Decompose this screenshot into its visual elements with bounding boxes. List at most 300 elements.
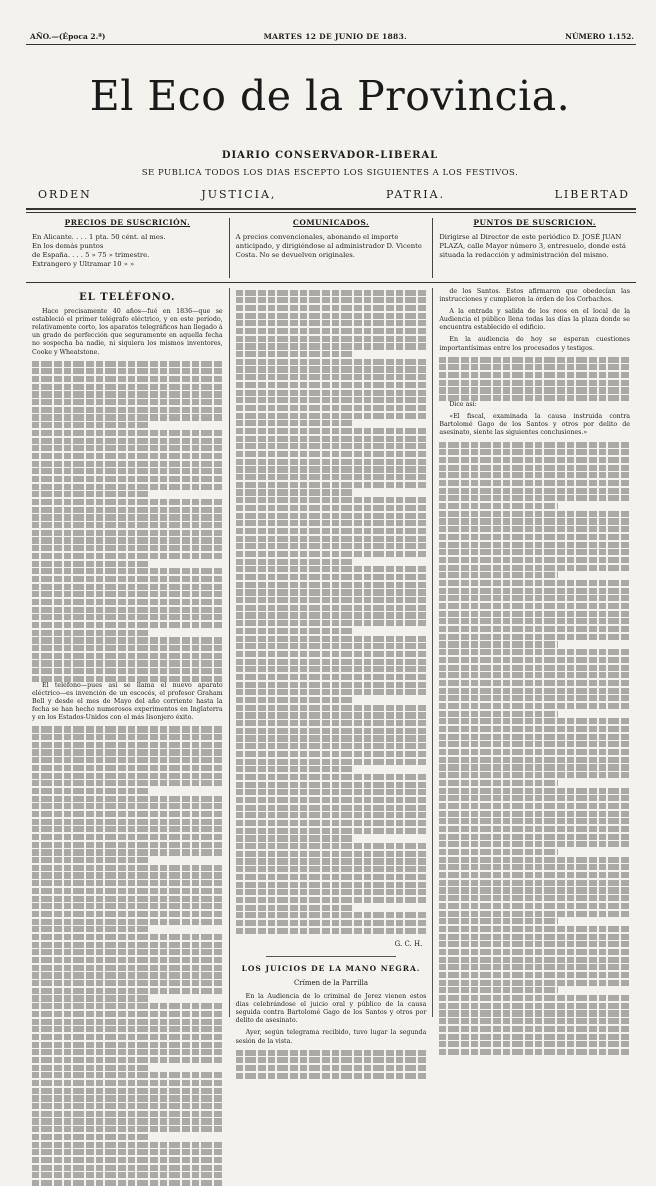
column-1	[26, 288, 229, 1017]
text-line	[439, 864, 630, 870]
text-line	[32, 522, 223, 528]
text-line	[32, 537, 223, 543]
text-line	[32, 430, 223, 436]
text-line	[32, 468, 223, 474]
text-line	[236, 305, 427, 311]
article-title: EL TELÉFONO.	[79, 292, 176, 303]
text-line	[32, 614, 223, 620]
illegible-text-block	[32, 361, 223, 682]
text-line	[32, 765, 223, 771]
text-line	[439, 741, 630, 747]
text-line	[236, 1050, 427, 1056]
text-line	[439, 972, 630, 978]
text-line	[439, 926, 630, 932]
text-line	[32, 880, 223, 886]
comunicados-box	[229, 218, 433, 278]
text-line	[236, 328, 427, 334]
text-line	[439, 442, 630, 448]
text-line	[439, 387, 630, 393]
text-line	[439, 457, 630, 463]
text-line	[32, 888, 223, 894]
text-line	[236, 751, 427, 757]
boxes-rule	[26, 282, 636, 283]
article-paragraph: En la Audiencia de lo criminal de Jerez vienen estos dias celebrándose el juicio oral y público de la causa seguida contra Bartolomé Gago de los Santos y otros por delito de asesinato.	[235, 993, 427, 1025]
illegible-text-block	[32, 726, 223, 1186]
text-line	[439, 557, 630, 563]
text-line	[236, 882, 427, 888]
text-line	[236, 582, 427, 588]
text-line	[32, 857, 150, 863]
issue-number: NÚMERO 1.152.	[565, 31, 634, 41]
text-line	[32, 1057, 223, 1063]
text-line	[439, 380, 630, 386]
masthead-rule	[26, 208, 636, 210]
text-line	[236, 420, 354, 426]
text-line	[236, 536, 427, 542]
text-line	[439, 364, 630, 370]
text-line	[439, 803, 630, 809]
text-line	[32, 1011, 223, 1017]
text-line	[32, 637, 223, 643]
text-line	[236, 497, 427, 503]
text-line	[439, 603, 630, 609]
text-line	[32, 622, 223, 628]
text-line	[32, 819, 223, 825]
text-line	[236, 874, 427, 880]
text-line	[236, 812, 427, 818]
text-line	[236, 336, 427, 342]
text-line	[236, 735, 427, 741]
article-title: LOS JUICIOS DE LA MANO NEGRA.	[241, 963, 421, 973]
text-line	[32, 1111, 223, 1117]
text-line	[236, 1057, 427, 1063]
article-paragraph: de los Santos. Estos afirmaron que obedecían las instrucciones y cumplieron la órden de los Corbachos.	[439, 288, 631, 304]
text-line	[236, 559, 354, 565]
article-paragraph: «El fiscal, examinada la causa instruida contra Bartolomé Gago de los Santos y otros por delito de asesinato, siente las siguientes conclusiones.»	[439, 413, 631, 437]
text-line	[32, 445, 223, 451]
illegible-text-block	[236, 1050, 427, 1079]
text-line	[236, 390, 427, 396]
top-rule	[26, 44, 636, 45]
text-line	[32, 653, 223, 659]
text-line	[32, 903, 223, 909]
masthead-subtitle: DIARIO CONSERVADOR-LIBERAL	[221, 150, 439, 161]
comunicados-title: COMUNICADOS.	[292, 218, 370, 227]
text-line	[236, 674, 427, 680]
text-line	[32, 514, 223, 520]
text-line	[236, 343, 427, 349]
text-line	[236, 782, 427, 788]
text-line	[439, 795, 630, 801]
text-line	[32, 1180, 223, 1186]
text-line	[439, 465, 630, 471]
text-line	[32, 1049, 223, 1055]
text-line	[32, 391, 223, 397]
article-paragraph: El teléfono—pues así se llama el nuevo aparato eléctrico—es invención de un escocés, el profesor Graham Bell y desde el mes de Mayo del año corriente hasta la fecha se han hecho numerosos experimentos en Inglaterra y en los Estados-Unidos con el más lisonjero éxito.	[32, 681, 223, 722]
prices-box	[26, 218, 229, 278]
text-line	[236, 912, 427, 918]
text-line	[236, 612, 427, 618]
text-line	[439, 757, 630, 763]
text-line	[236, 313, 427, 319]
issue-info-bar	[30, 30, 634, 42]
text-line	[32, 896, 223, 902]
illegible-text-block	[236, 290, 427, 934]
text-line	[439, 703, 630, 709]
text-line	[32, 872, 223, 878]
text-line	[439, 995, 630, 1001]
text-line	[32, 453, 223, 459]
text-line	[236, 451, 427, 457]
text-line	[236, 682, 427, 688]
text-line	[439, 957, 630, 963]
publication-schedule: SE PUBLICA TODOS LOS DIAS ESCEPTO LOS SIGUIENTES A LOS FESTIVOS.	[141, 168, 519, 178]
text-line	[236, 489, 354, 495]
text-line	[439, 449, 630, 455]
text-line	[236, 697, 354, 703]
text-line	[32, 834, 223, 840]
text-line	[236, 428, 427, 434]
text-line	[236, 643, 427, 649]
text-line	[236, 366, 427, 372]
text-line	[236, 574, 427, 580]
newspaper-page	[16, 22, 644, 1045]
text-line	[32, 399, 223, 405]
text-line	[439, 1003, 630, 1009]
text-line	[32, 1149, 223, 1155]
column-3	[432, 288, 636, 1017]
article-subtitle: Crímen de la Parrilla	[293, 978, 369, 987]
text-line	[439, 903, 630, 909]
text-line	[439, 611, 630, 617]
text-line	[439, 857, 630, 863]
text-line	[32, 773, 223, 779]
text-line	[32, 757, 223, 763]
text-line	[32, 368, 223, 374]
motto-word: ORDEN	[38, 188, 92, 201]
text-line	[32, 414, 223, 420]
text-line	[32, 584, 223, 590]
text-line	[32, 826, 223, 832]
text-line	[32, 568, 223, 574]
puntos-box	[432, 218, 636, 278]
article-paragraph: Ayer, según telegrama recibido, tuvo lugar la segunda sesión de la vista.	[235, 1029, 427, 1045]
text-line	[236, 513, 427, 519]
text-line	[236, 851, 427, 857]
text-line	[439, 549, 630, 555]
text-line	[236, 290, 427, 296]
price-line: En los demás puntos	[32, 242, 104, 250]
text-line	[439, 718, 630, 724]
text-line	[439, 357, 630, 363]
text-line	[32, 1095, 223, 1101]
text-line	[32, 1142, 223, 1148]
text-line	[32, 796, 223, 802]
text-line	[32, 726, 223, 732]
text-line	[236, 382, 427, 388]
text-line	[439, 511, 630, 517]
text-line	[439, 918, 557, 924]
text-line	[236, 659, 427, 665]
article-signature: G. C. H.	[394, 939, 423, 948]
text-line	[236, 520, 427, 526]
text-line	[236, 620, 427, 626]
text-line	[236, 835, 354, 841]
text-line	[439, 657, 630, 663]
text-line	[439, 472, 630, 478]
text-line	[439, 580, 630, 586]
text-line	[439, 749, 630, 755]
motto	[38, 188, 630, 201]
text-line	[439, 964, 630, 970]
text-line	[236, 374, 427, 380]
text-line	[32, 742, 223, 748]
text-line	[236, 443, 427, 449]
text-line	[32, 491, 150, 497]
text-line	[32, 499, 223, 505]
article-paragraph: A la entrada y salida de los reos en el local de la Audiencia el público llena todas las días la plaza donde se encuentra establecido el edificio.	[439, 308, 631, 332]
text-line	[439, 649, 630, 655]
text-line	[32, 361, 223, 367]
text-line	[439, 495, 630, 501]
text-line	[32, 545, 223, 551]
motto-word: LIBERTAD	[554, 188, 630, 201]
text-line	[32, 811, 223, 817]
text-line	[236, 689, 427, 695]
text-line	[32, 1088, 223, 1094]
text-line	[236, 397, 427, 403]
text-line	[32, 384, 223, 390]
text-line	[32, 1134, 150, 1140]
text-line	[439, 372, 630, 378]
text-line	[236, 905, 354, 911]
text-line	[439, 941, 630, 947]
text-line	[32, 734, 223, 740]
text-line	[439, 834, 630, 840]
text-line	[439, 618, 630, 624]
text-line	[32, 676, 223, 682]
text-line	[439, 788, 630, 794]
text-line	[236, 728, 427, 734]
text-line	[32, 934, 223, 940]
text-line	[32, 668, 223, 674]
text-line	[32, 484, 223, 490]
text-line	[439, 1018, 630, 1024]
text-line	[439, 1026, 630, 1032]
text-line	[439, 634, 630, 640]
text-line	[32, 645, 223, 651]
text-line	[439, 818, 630, 824]
text-line	[439, 764, 630, 770]
text-line	[32, 422, 150, 428]
text-line	[32, 919, 223, 925]
text-line	[32, 591, 223, 597]
text-line	[236, 928, 427, 934]
puntos-text: Dirigirse al Director de este periódico D. JOSÉ JUAN PLAZA, calle Mayor número 3, entresuelo, donde está situada la redacción y administración del mismo.	[439, 233, 626, 259]
text-line	[32, 599, 223, 605]
text-line	[32, 926, 150, 932]
text-line	[439, 711, 557, 717]
text-line	[236, 743, 427, 749]
illegible-text-block	[439, 357, 630, 402]
text-line	[32, 1118, 223, 1124]
text-line	[32, 376, 223, 382]
text-line	[32, 980, 223, 986]
article-paragraph: En la audiencia de hoy se esperan cuestiones importantísimas entre los procesados y testigos.	[439, 336, 631, 352]
text-line	[32, 995, 150, 1001]
text-line	[32, 407, 223, 413]
text-line	[439, 987, 557, 993]
text-line	[32, 1103, 223, 1109]
text-line	[439, 572, 557, 578]
text-line	[32, 1080, 223, 1086]
text-line	[439, 934, 630, 940]
text-line	[236, 543, 427, 549]
text-line	[439, 1034, 630, 1040]
text-line	[32, 1072, 223, 1078]
text-line	[32, 788, 150, 794]
text-line	[439, 772, 630, 778]
text-line	[236, 589, 427, 595]
price-line: de España. . . . 5 » 75 » trimestre.	[32, 251, 150, 259]
text-line	[236, 320, 427, 326]
text-line	[32, 1042, 223, 1048]
text-line	[236, 605, 427, 611]
text-line	[439, 841, 630, 847]
text-line	[32, 842, 223, 848]
text-line	[439, 503, 557, 509]
text-line	[236, 636, 427, 642]
text-line	[236, 759, 427, 765]
puntos-title: PUNTOS DE SUSCRICION.	[473, 218, 596, 227]
text-line	[32, 1157, 223, 1163]
text-line	[32, 988, 223, 994]
text-line	[439, 980, 630, 986]
text-line	[439, 887, 630, 893]
text-line	[32, 1026, 223, 1032]
text-line	[32, 780, 223, 786]
text-line	[236, 920, 427, 926]
text-line	[236, 482, 427, 488]
text-line	[236, 505, 427, 511]
text-line	[32, 507, 223, 513]
text-line	[439, 595, 630, 601]
article-paragraph: Dice así:	[449, 401, 477, 409]
price-line: Extrangero y Ultramar 10 » »	[32, 260, 135, 268]
text-line	[32, 803, 223, 809]
text-line	[236, 666, 427, 672]
text-line	[32, 957, 223, 963]
text-line	[236, 712, 427, 718]
text-line	[32, 911, 223, 917]
motto-word: PATRIA.	[385, 188, 446, 201]
issue-year: AÑO.—(Época 2.ª)	[30, 31, 106, 41]
issue-date: MARTES 12 DE JUNIO DE 1883.	[263, 31, 408, 41]
prices-title: PRECIOS DE SUSCRICIÓN.	[64, 218, 191, 227]
text-line	[236, 1073, 427, 1079]
text-line	[32, 438, 223, 444]
text-line	[32, 576, 223, 582]
text-line	[236, 297, 427, 303]
text-line	[236, 797, 427, 803]
article-separator	[266, 956, 397, 957]
text-line	[439, 665, 630, 671]
text-line	[236, 897, 427, 903]
text-line	[439, 688, 630, 694]
text-line	[439, 534, 630, 540]
text-line	[439, 949, 630, 955]
text-line	[439, 542, 630, 548]
text-line	[439, 911, 630, 917]
illegible-text-block	[439, 442, 630, 1055]
text-line	[236, 351, 354, 357]
article-columns	[26, 288, 636, 1045]
text-line	[439, 811, 630, 817]
text-line	[236, 858, 427, 864]
text-line	[32, 476, 223, 482]
text-line	[439, 680, 630, 686]
text-line	[236, 359, 427, 365]
column-2	[229, 288, 433, 1045]
text-line	[439, 895, 630, 901]
text-line	[439, 565, 630, 571]
text-line	[32, 1019, 223, 1025]
text-line	[32, 1034, 223, 1040]
text-line	[439, 526, 630, 532]
motto-word: JUSTICIA,	[201, 188, 277, 201]
text-line	[236, 843, 427, 849]
article-paragraph: Hace precisamente 40 años—fué en 1836—que se estableció el primer telégrafo eléctrico, y en este período, relativamente corto, los aparatos telegráficos han llegado á un grado de perfección que seguramente en aquella fecha no sospecha ba nadie, ni siquiera los mismos inventores, Cooke y Wheatstone.	[32, 308, 223, 356]
text-line	[32, 561, 150, 567]
text-line	[236, 1065, 427, 1071]
text-line	[236, 628, 354, 634]
text-line	[236, 551, 427, 557]
text-line	[439, 849, 557, 855]
text-line	[236, 766, 354, 772]
text-line	[236, 405, 427, 411]
text-line	[439, 1049, 630, 1055]
text-line	[32, 461, 223, 467]
text-line	[439, 826, 630, 832]
text-line	[439, 488, 630, 494]
text-line	[439, 480, 630, 486]
text-line	[32, 1065, 150, 1071]
text-line	[32, 1172, 223, 1178]
text-line	[32, 972, 223, 978]
text-line	[439, 641, 557, 647]
text-line	[439, 872, 630, 878]
text-line	[439, 1041, 630, 1047]
text-line	[32, 1003, 223, 1009]
text-line	[439, 726, 630, 732]
text-line	[236, 459, 427, 465]
text-line	[236, 820, 427, 826]
text-line	[236, 805, 427, 811]
text-line	[236, 528, 427, 534]
text-line	[439, 880, 630, 886]
price-line: En Alicante. . . . 1 pta. 50 cént. al mes.	[32, 233, 166, 241]
masthead-rule-thin	[26, 212, 636, 213]
text-line	[236, 789, 427, 795]
text-line	[32, 949, 223, 955]
text-line	[32, 553, 223, 559]
text-line	[32, 1165, 223, 1171]
text-line	[32, 530, 223, 536]
text-line	[236, 597, 427, 603]
text-line	[236, 774, 427, 780]
text-line	[236, 413, 427, 419]
text-line	[236, 828, 427, 834]
